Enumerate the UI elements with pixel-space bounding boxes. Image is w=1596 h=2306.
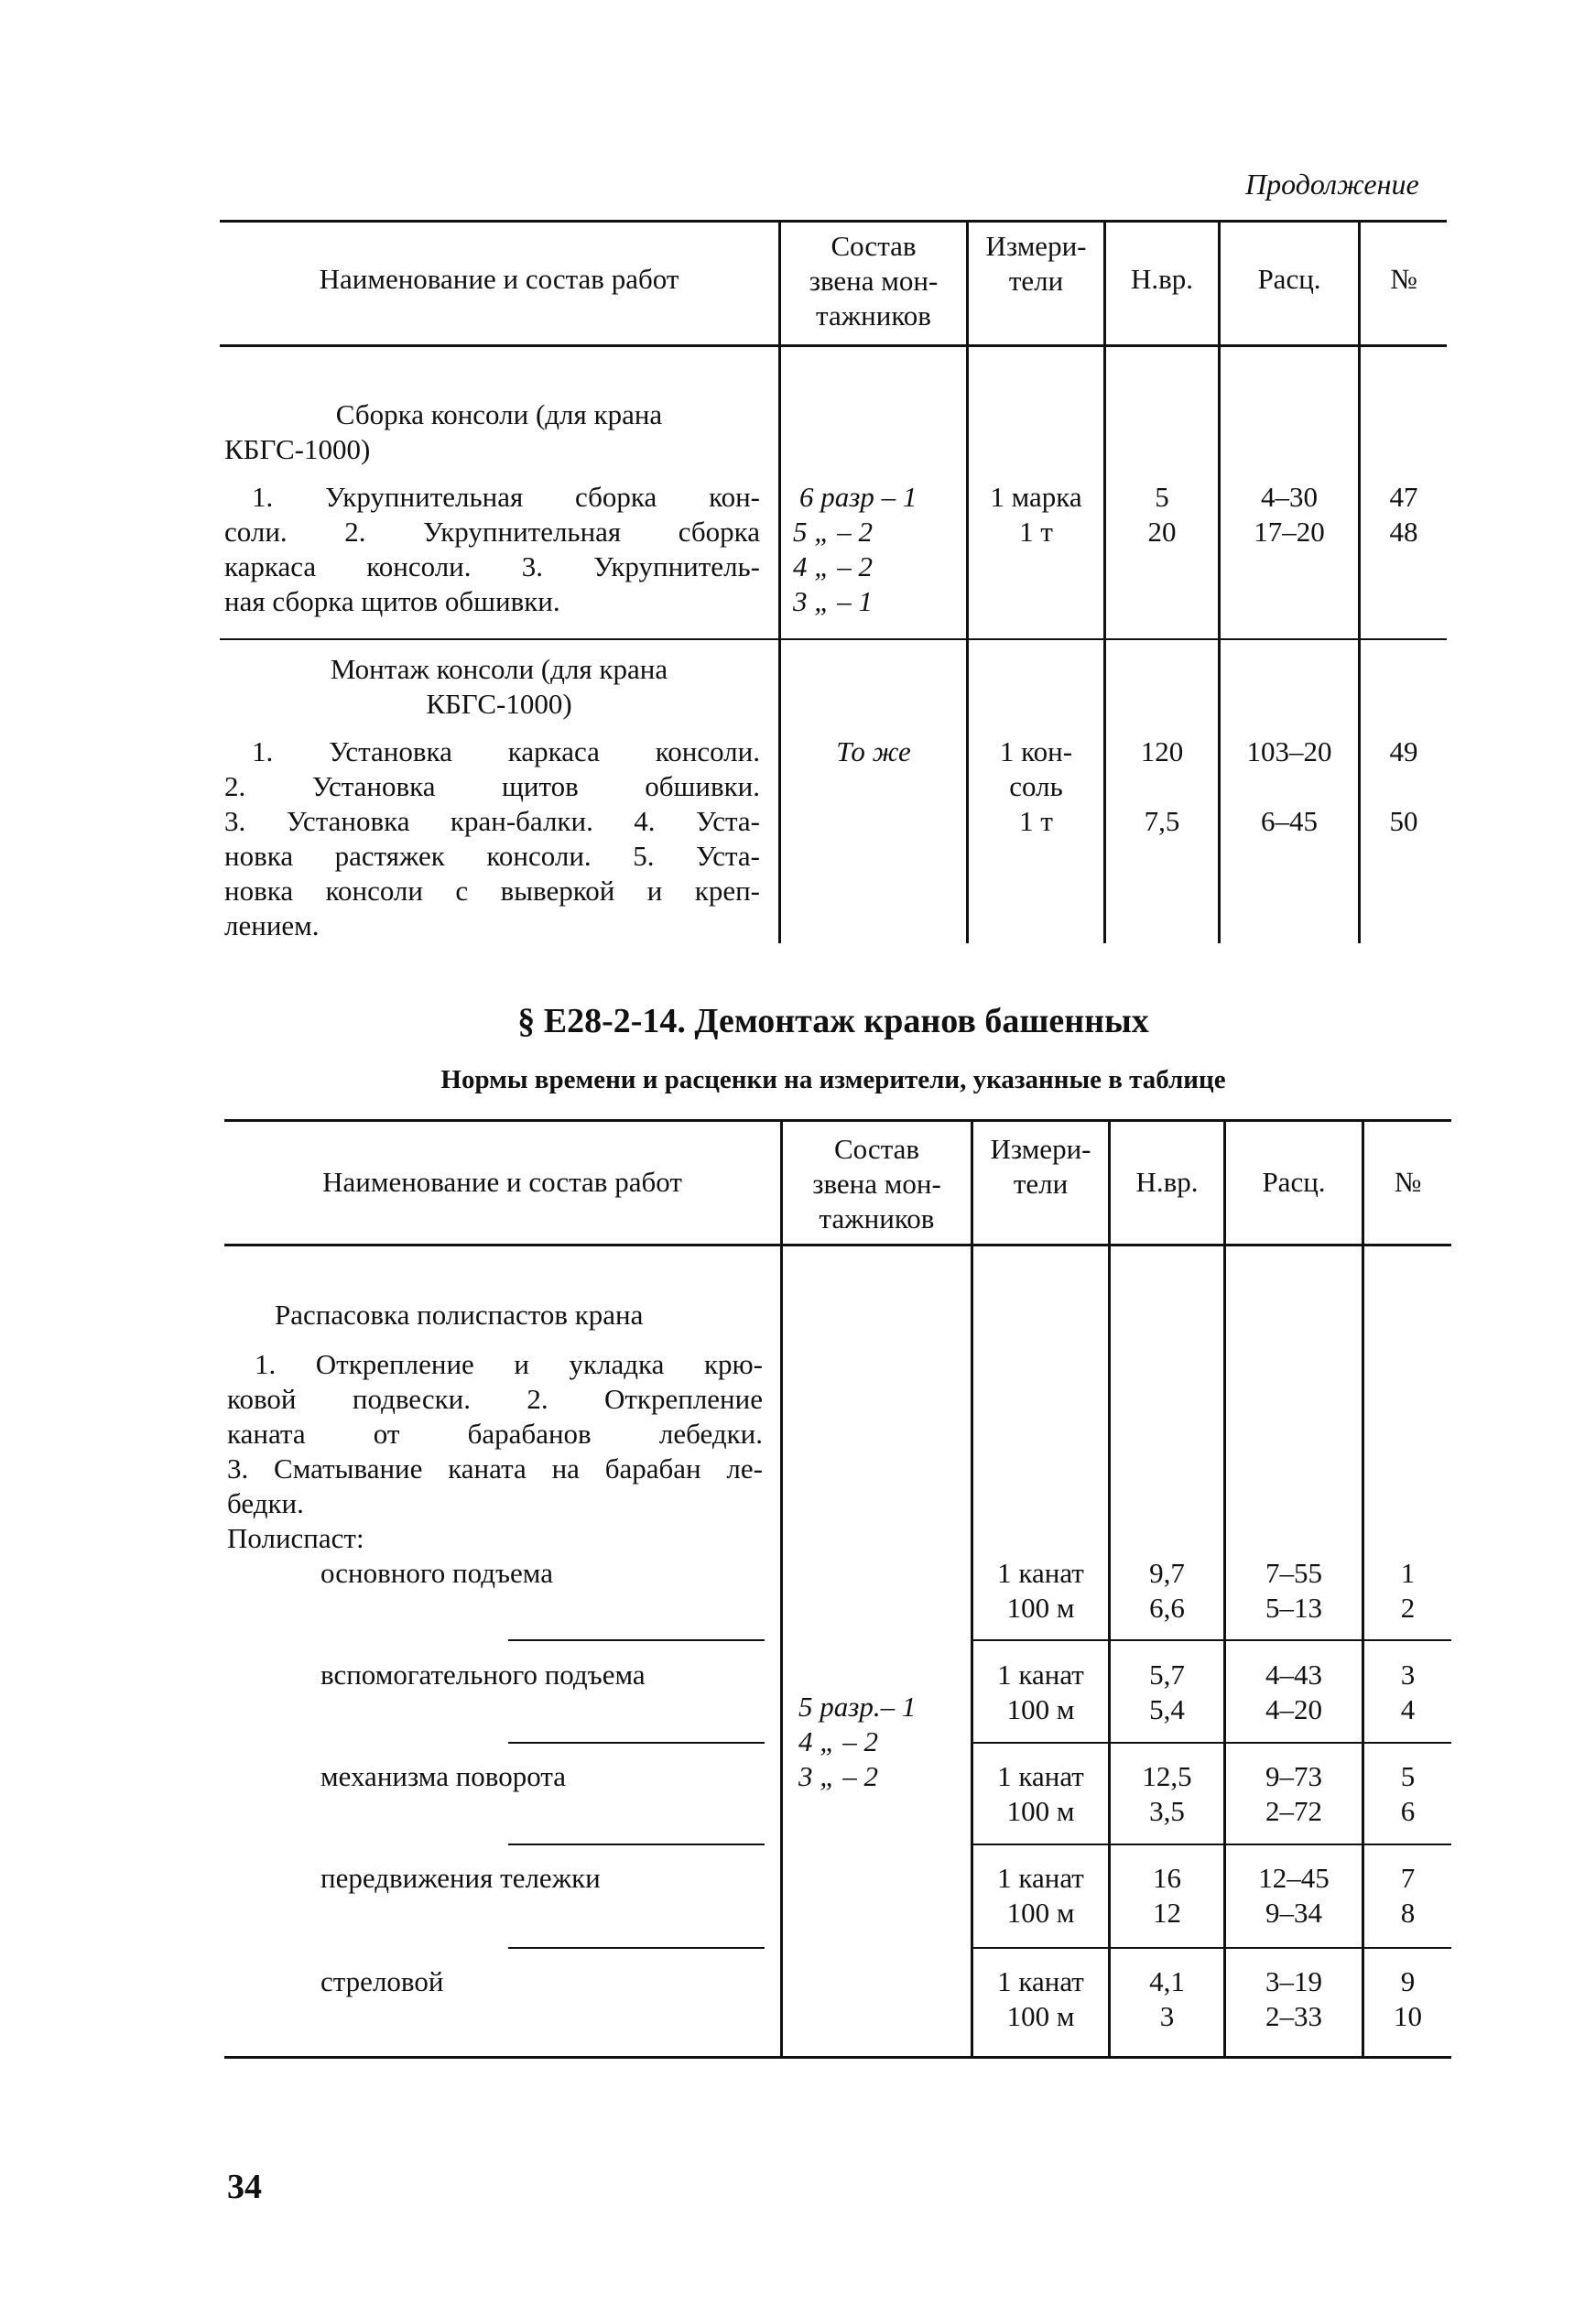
header-unit-2: тели: [1008, 265, 1064, 297]
unit: 1 кон-: [999, 735, 1073, 767]
crew-same: То же: [836, 735, 911, 767]
header-unit-2: тели: [1013, 1168, 1069, 1200]
unit: 1 канат: [997, 1965, 1084, 1997]
header-rate: Расц.: [1257, 263, 1321, 295]
polispast-name: передвижения тележки: [320, 1862, 601, 1894]
row-title: Монтаж консоли (для крана: [330, 653, 668, 685]
row-number: 8: [1400, 1897, 1416, 1929]
header-unit-1: Измери-: [985, 230, 1087, 262]
row-number: 48: [1389, 516, 1418, 548]
header-crew-2: звена мон-: [809, 265, 939, 297]
norm-value: 5: [1155, 481, 1169, 513]
header-num: №: [1390, 263, 1417, 295]
row-number: 5: [1400, 1760, 1416, 1792]
row-number: 10: [1394, 2000, 1422, 2032]
unit: 100 м: [1006, 1795, 1075, 1827]
table-2-title: Распасовка полиспастов крана: [275, 1299, 644, 1331]
norm-value: 6,6: [1149, 1592, 1185, 1624]
polispast-name: механизма поворота: [320, 1760, 567, 1792]
row-title: КБГС-1000): [224, 433, 371, 465]
norm-value: 5,4: [1149, 1693, 1185, 1725]
row-number: 1: [1400, 1557, 1416, 1589]
row-title: КБГС-1000): [426, 688, 572, 720]
header-name: Наименование и состав работ: [322, 1166, 682, 1198]
rate-value: 9–34: [1265, 1897, 1322, 1929]
norm-value: 12: [1153, 1897, 1181, 1929]
unit: 1 канат: [997, 1862, 1084, 1894]
header-crew-3: тажников: [816, 299, 931, 332]
row-number: 7: [1400, 1862, 1416, 1894]
unit: 1 марка: [990, 481, 1082, 513]
unit: 1 канат: [997, 1760, 1084, 1792]
unit: 1 т: [1019, 516, 1053, 548]
norm-value: 9,7: [1149, 1557, 1185, 1589]
polispast-label: Полиспаст:: [227, 1522, 364, 1554]
rate-value: 17–20: [1254, 516, 1325, 548]
row-number: 9: [1400, 1965, 1416, 1997]
crew-grade: 6 разр – 1: [799, 481, 917, 513]
polispast-name: основного подъема: [320, 1557, 553, 1589]
row-number: 6: [1400, 1795, 1416, 1827]
norm-value: 16: [1153, 1862, 1181, 1894]
unit: 1 т: [1019, 805, 1053, 837]
crew-grade: 5 „ – 2: [793, 516, 873, 548]
header-rate: Расц.: [1262, 1166, 1326, 1198]
continuation-label: Продолжение: [1245, 168, 1419, 201]
polispast-name: стреловой: [320, 1965, 444, 1997]
row-description: 1. Установка каркаса консоли. 2. Установка щитов обшивки. 3. Установка кран-балки. 4. Уста- новка растяжек консоли. 5. Уста- новка консоли с выверкой и креп- лением.: [224, 735, 760, 941]
row-number: 47: [1389, 481, 1418, 513]
row-description: 1. Укрупнительная сборка кон- соли. 2. Укрупнительная сборка каркаса консоли. 3. Укрупнитель- ная сборка щитов обшивки.: [224, 481, 760, 617]
rate-value: 4–30: [1261, 481, 1318, 513]
unit: 100 м: [1006, 1693, 1075, 1725]
rate-value: 4–43: [1265, 1659, 1322, 1691]
rate-value: 9–73: [1265, 1760, 1322, 1792]
norm-value: 3,5: [1149, 1795, 1185, 1827]
rate-value: 2–72: [1265, 1795, 1322, 1827]
row-number: 49: [1389, 735, 1418, 767]
header-num: №: [1394, 1166, 1422, 1198]
rate-value: 3–19: [1265, 1965, 1322, 1997]
norm-value: 120: [1140, 735, 1184, 767]
unit: 1 канат: [997, 1659, 1084, 1691]
section-subtitle: Нормы времени и расценки на измерители, указанные в таблице: [440, 1065, 1226, 1094]
unit: 100 м: [1006, 1592, 1075, 1624]
norm-value: 4,1: [1149, 1965, 1185, 1997]
norm-value: 5,7: [1149, 1659, 1185, 1691]
norm-value: 12,5: [1142, 1760, 1192, 1792]
norm-value: 3: [1159, 2000, 1175, 2032]
table-2-description: 1. Открепление и укладка крю- ковой подвески. 2. Открепление каната от барабанов лебедки. 3. Сматывание каната на барабан ле- бедки.: [227, 1348, 763, 1519]
rate-value: 103–20: [1246, 735, 1332, 767]
page-number: 34: [227, 2168, 262, 2206]
header-unit-1: Измери-: [990, 1133, 1091, 1165]
header-name: Наименование и состав работ: [319, 263, 679, 295]
crew-grade: 4 „ – 2: [793, 550, 873, 582]
section-title: § Е28-2-14. Демонтаж кранов башенных: [517, 1002, 1149, 1040]
header-crew-1: Состав: [833, 1133, 920, 1165]
crew-grade: 3 „ – 2: [798, 1760, 878, 1792]
unit: 100 м: [1006, 1897, 1075, 1929]
header-norm: Н.вр.: [1130, 263, 1194, 295]
header-norm: Н.вр.: [1135, 1166, 1199, 1198]
row-number: 3: [1400, 1659, 1416, 1691]
crew-grade: 3 „ – 1: [793, 585, 873, 617]
rate-value: 2–33: [1265, 2000, 1322, 2032]
row-number: 4: [1400, 1693, 1416, 1725]
polispast-name: вспомогательного подъема: [320, 1659, 646, 1691]
row-title: Сборка консоли (для крана: [335, 398, 663, 430]
row-number: 2: [1400, 1592, 1416, 1624]
header-crew-1: Состав: [831, 230, 917, 262]
crew-grade: 5 разр.– 1: [798, 1691, 917, 1723]
rate-value: 7–55: [1265, 1557, 1322, 1589]
norm-value: 20: [1147, 516, 1177, 548]
rate-value: 4–20: [1265, 1693, 1322, 1725]
header-crew-2: звена мон-: [812, 1168, 941, 1200]
rate-value: 6–45: [1261, 805, 1318, 837]
norm-value: 7,5: [1144, 805, 1180, 837]
crew-grade: 4 „ – 2: [798, 1725, 878, 1757]
unit: 1 канат: [997, 1557, 1084, 1589]
rate-value: 12–45: [1258, 1862, 1330, 1894]
rate-value: 5–13: [1265, 1592, 1322, 1624]
row-number: 50: [1389, 805, 1418, 837]
unit: 100 м: [1006, 2000, 1075, 2032]
unit: соль: [1009, 770, 1063, 802]
header-crew-3: тажников: [819, 1202, 935, 1235]
